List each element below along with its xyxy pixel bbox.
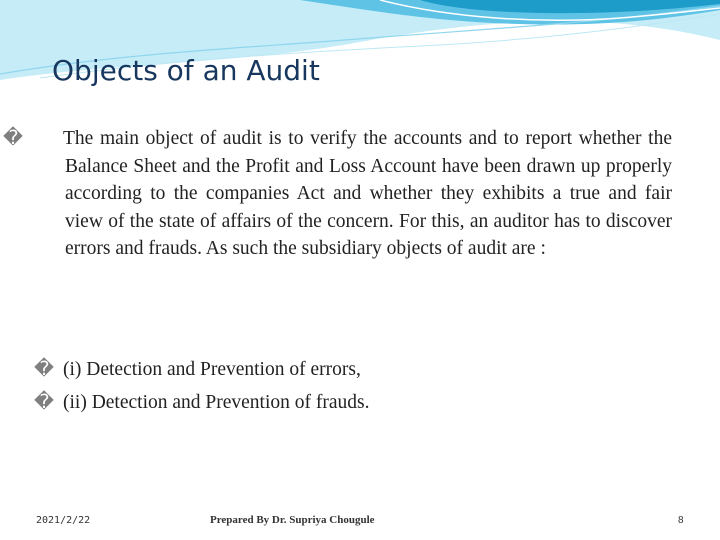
list-item xyxy=(34,389,672,417)
footer-date: 2021/2/22 xyxy=(36,515,91,526)
footer-author: Prepared By Dr. Supriya Chougule xyxy=(210,514,375,526)
list-item-text: (i) Detection and Prevention of errors, xyxy=(63,359,361,380)
paragraph-body: The main object of audit is to verify the accounts and to report whether the Balance Sheet and the Profit and Loss Account have been drawn up properly according to the companies Act and whether they exhibits a true and fair view of the state of affairs of the concern. For this, an auditor has to discover errors and frauds. As such the subsidiary objects of audit are : xyxy=(63,128,672,259)
bullet-icon: � xyxy=(34,359,54,380)
list-item-text: (ii) Detection and Prevention of frauds. xyxy=(63,392,370,413)
list-item xyxy=(34,356,672,384)
paragraph-bullet xyxy=(3,125,672,263)
bullet-icon: � xyxy=(34,392,54,413)
page-number: 8 xyxy=(678,515,684,526)
bullet-icon: � xyxy=(3,128,23,149)
paragraph-text xyxy=(3,125,672,263)
slide-title: Objects of an Audit xyxy=(52,54,320,87)
